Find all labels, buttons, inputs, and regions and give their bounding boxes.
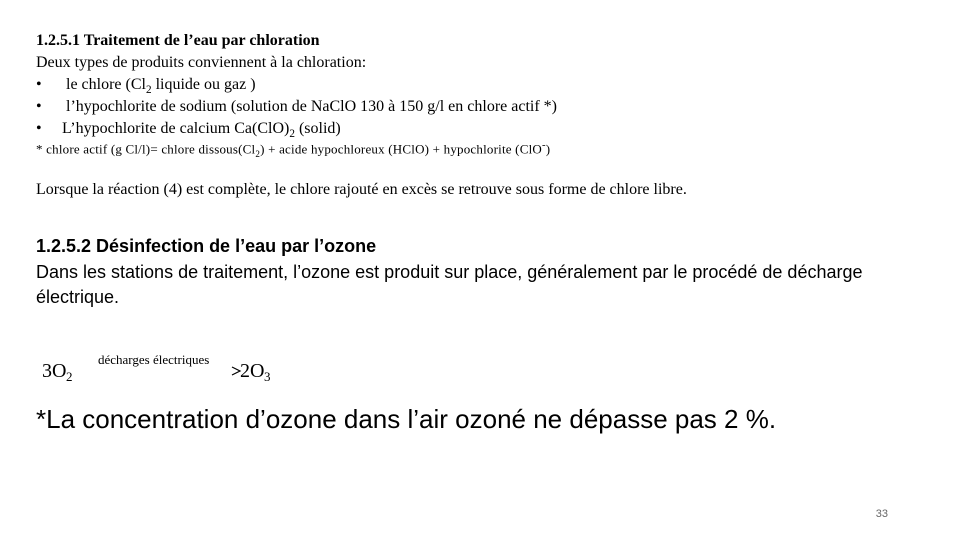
bullet: • bbox=[36, 120, 42, 137]
ozone-title: 1.2.5.2 Désinfection de l’eau par l’ozone bbox=[36, 236, 377, 256]
arrow-icon bbox=[232, 367, 240, 375]
ozone-equation bbox=[40, 350, 300, 389]
list-item: • L’hypochlorite de calcium $Ca(ClO)_2$ (solid) bbox=[36, 120, 341, 141]
active-chlorine-footnote: * chlore actif (g Cl/l)= chlore $dissous(Cl_2)$ + acide hypochloreux (HClO) + hypochlorite (ClO-) bbox=[36, 139, 551, 159]
ozone-note: *La concentration d’ozone dans l’air ozoné ne dépasse pas 2 %. bbox=[36, 404, 777, 434]
page-number: 33 bbox=[875, 508, 888, 520]
chlorination-title: 1.2.5.1 Traitement de l’eau par chloration bbox=[36, 32, 320, 49]
list-item: • le chlore ($Cl_2$ liquide ou gaz ) bbox=[36, 76, 256, 97]
bullet: • bbox=[36, 76, 42, 93]
product: 2O bbox=[240, 360, 265, 382]
reaction-note: Lorsque la réaction (4) est complète, le chlore rajouté en excès se retrouve sous forme de chlore libre. bbox=[36, 181, 687, 198]
condition-label: décharges électriques bbox=[98, 352, 210, 367]
reactant: 3O bbox=[42, 360, 67, 382]
chlorination-intro: Deux types de produits conviennent à la chloration: bbox=[36, 54, 367, 71]
reactant-sub: 2 bbox=[66, 369, 73, 384]
ozone-body: Dans les stations de traitement, l’ozone est produit sur place, généralement par le procédé de décharge électrique. bbox=[36, 262, 863, 307]
list-item: • l’hypochlorite de sodium (solution de NaClO 130 à 150 g/l en chlore actif *) bbox=[36, 96, 557, 118]
product-sub: 3 bbox=[264, 369, 271, 384]
bullet: • bbox=[36, 98, 42, 115]
